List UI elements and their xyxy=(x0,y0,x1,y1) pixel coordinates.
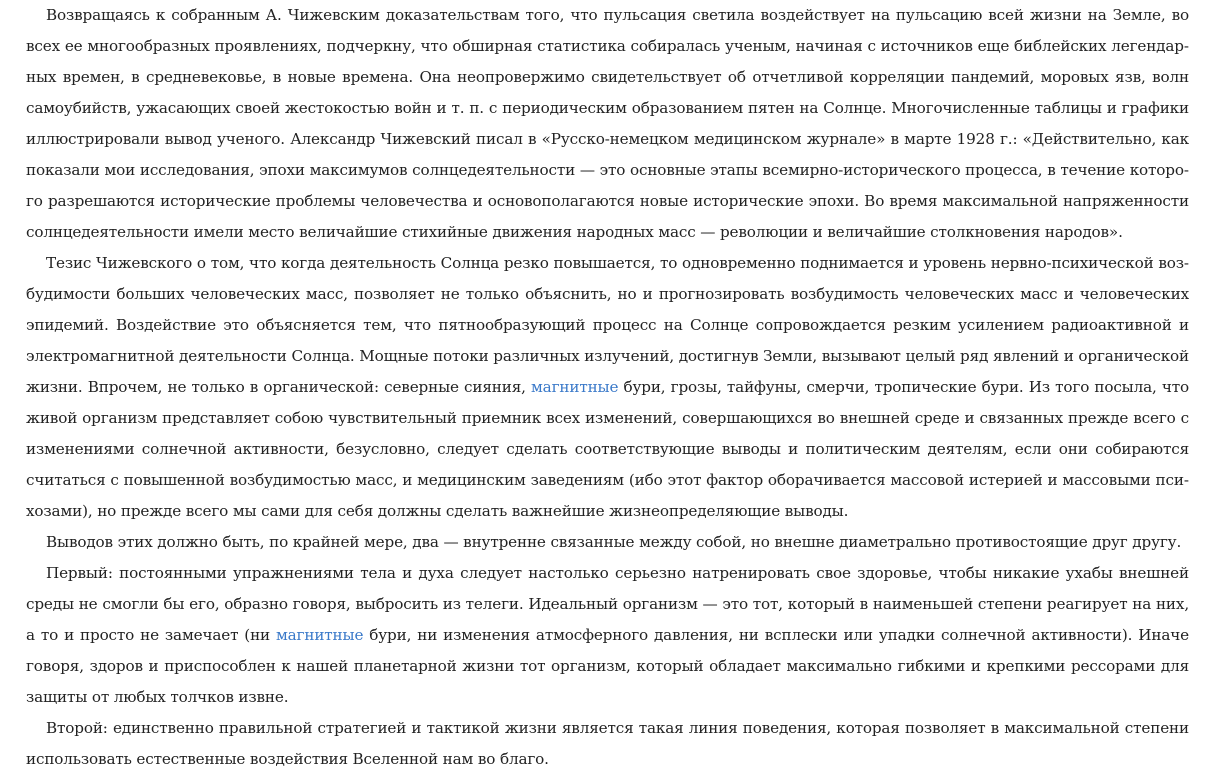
paragraph-2-text-a: Тезис Чижевского о том, что когда деятельность Солнца резко повышается, то одновременно поднимается и уровень нервно-психической возбудимости больших человеческих масс, позволяет не только объяснить, но и прогнозировать возбудимость человеческих масс и человеческих эпидемий. Воздействие это объясняется тем, что пятнообразующий процесс на Солнце сопровождается резким усилением радиоактивной и электромагнитной деятельности Солнца. Мощные потоки различных излучений, достигнув Земли, вызывают целый ряд явлений и органической жизни. Впрочем, не только в органической: северные сияния, xyxy=(26,254,1189,396)
magnetic-link-2[interactable]: магнитные xyxy=(275,626,364,644)
paragraph-1 xyxy=(26,0,1189,248)
article-body xyxy=(26,0,1189,775)
paragraph-5 xyxy=(26,713,1189,775)
paragraph-1-text: Возвращаясь к собранным А. Чижевским доказательствам того, что пульсация светила воздействует на пульсацию всей жизни на Земле, во всех ее многообразных проявлениях, подчеркну, что обширная статистика собиралась ученым, начиная с источников еще библейских легендарных времен, в средневековье, в новые времена. Она неопровержимо свидетельствует об отчетливой корреляции пандемий, моровых язв, волн самоубийств, ужасающих своей жестокостью войн и т. п. с периодическим образованием пятен на Солнце. Многочисленные таблицы и графики иллюстрировали вывод ученого. Александр Чижевский писал в «Русско-немецком медицинском журнале» в марте 1928 г.: «Действительно, как показали мои исследования, эпохи максимумов солнцедеятельности — это основные этапы всемирно-исторического процесса, в течение которого разрешаются исторические проблемы человечества и основополагаются новые исторические эпохи. Во время максимальной напряженности солнцедеятельности имели место величайшие стихийные движения народных масс — революции и величайшие столкновения народов». xyxy=(26,6,1189,241)
paragraph-3 xyxy=(26,527,1189,558)
paragraph-5-text: Второй: единственно правильной стратегией и тактикой жизни является такая линия поведения, которая позволяет в максимальной степени использовать естественные воздействия Вселенной нам во благо. xyxy=(26,719,1189,768)
paragraph-4-text-b: бури, ни изменения атмосферного давления, ни всплески или упадки солнечной активности). Иначе говоря, здоров и приспособлен к нашей планетарной жизни тот организм, который обладает максимально гибкими и крепкими рессорами для защиты от любых толчков извне. xyxy=(26,626,1189,706)
magnetic-link-1[interactable]: магнитные xyxy=(531,378,619,396)
paragraph-2 xyxy=(26,248,1189,527)
paragraph-3-text: Выводов этих должно быть, по крайней мере, два — внутренне связанные между собой, но внешне диаметрально противостоящие друг другу. xyxy=(46,533,1182,551)
paragraph-4 xyxy=(26,558,1189,713)
paragraph-2-text-b: бури, грозы, тайфуны, смерчи, тропические бури. Из того посыла, что живой организм представляет собою чувствительный приемник всех изменений, совершающихся во внешней среде и связанных прежде всего с изменениями солнечной активности, безусловно, следует сделать соответствующие выводы и политическим деятелям, если они собираются считаться с повышенной возбудимостью масс, и медицинским заведениям (ибо этот фактор оборачивается массовой истерией и массовыми психозами), но прежде всего мы сами для себя должны сделать важнейшие жизнеопределяющие выводы. xyxy=(26,378,1189,520)
paragraph-4-text-a: Первый: постоянными упражнениями тела и духа следует настолько серьезно натренировать свое здоровье, чтобы никакие ухабы внешней среды не смогли бы его, образно говоря, выбросить из телеги. Идеальный организм — это тот, который в наименьшей степени реагирует на них, а то и просто не замечает (ни xyxy=(26,564,1189,644)
